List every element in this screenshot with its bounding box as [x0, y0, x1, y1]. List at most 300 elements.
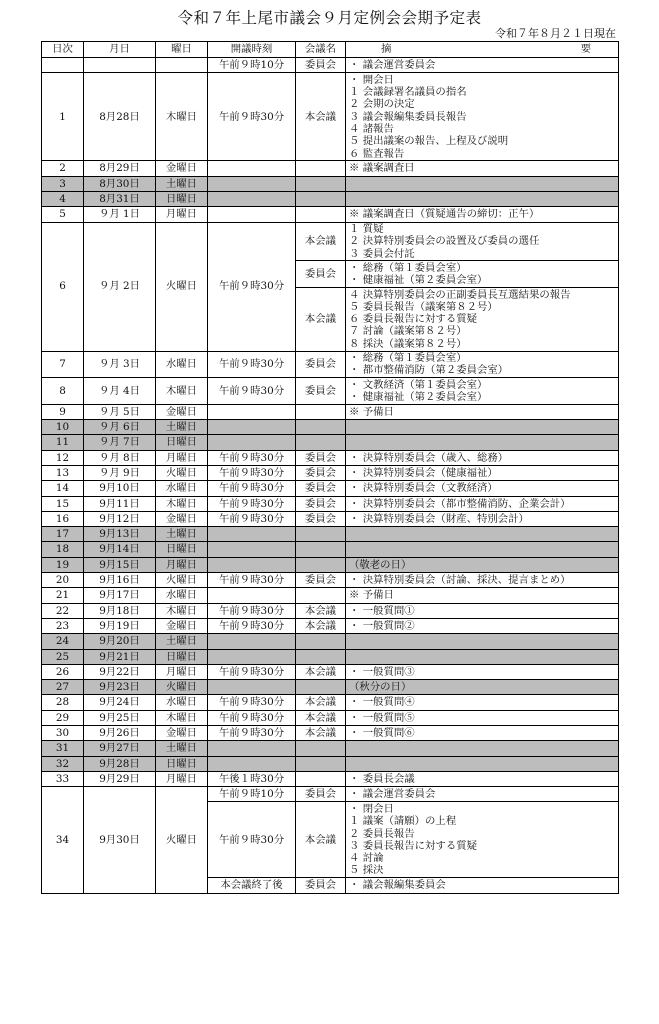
time-cell: [208, 588, 296, 603]
meeting-cell: [296, 176, 346, 191]
table-row: [42, 465, 619, 480]
time-cell: [208, 680, 296, 695]
day-cell: 22: [42, 603, 84, 618]
memo-line: ４ 決算特別委員会の正副委員長互選結果の報告: [349, 288, 571, 301]
memo-line: ※ 議案調査日: [349, 162, 415, 175]
date-cell: 8月31日: [84, 191, 156, 206]
time-cell: 午前９時30分: [208, 481, 296, 496]
table-row: [42, 649, 619, 664]
meeting-cell: 委員会: [296, 878, 346, 893]
date-cell: 9月25日: [84, 710, 156, 725]
day-cell: 32: [42, 756, 84, 771]
time-cell: 午後１時30分: [208, 771, 296, 786]
table-row: [42, 680, 619, 695]
memo-cell: [346, 465, 619, 480]
memo-line: ・ 決算特別委員会（都市整備消防、企業会計）: [349, 497, 571, 510]
memo-line: [349, 436, 615, 448]
table-row: [42, 207, 619, 222]
weekday-cell: 火曜日: [156, 222, 208, 351]
day-cell: 27: [42, 680, 84, 695]
memo-line: ・ 文教経済（第１委員会室）: [349, 378, 488, 391]
memo-cell: [346, 725, 619, 740]
meeting-cell: 本会議: [296, 710, 346, 725]
memo-line: ４ 討論: [349, 852, 384, 865]
memo-cell: [346, 73, 619, 161]
day-cell: 12: [42, 450, 84, 465]
time-cell: 午前９時30分: [208, 710, 296, 725]
time-cell: [208, 176, 296, 191]
date-cell: ９月 4日: [84, 378, 156, 405]
weekday-cell: 日曜日: [156, 649, 208, 664]
memo-line: ２ 決算特別委員会の設置及び委員の選任: [349, 235, 540, 248]
table-row: [42, 756, 619, 771]
meeting-cell: 委員会: [296, 511, 346, 526]
date-cell: 8月28日: [84, 73, 156, 161]
memo-cell: [346, 58, 619, 73]
memo-cell: [346, 771, 619, 786]
weekday-cell: 木曜日: [156, 710, 208, 725]
table-row: [42, 378, 619, 405]
date-cell: 8月29日: [84, 161, 156, 176]
date-cell: 9月18日: [84, 603, 156, 618]
memo-line: ５ 提出議案の報告、上程及び説明: [349, 135, 509, 148]
table-row: [42, 710, 619, 725]
memo-line: ３ 委員会付託: [349, 247, 415, 260]
table-row: [42, 695, 619, 710]
memo-cell: [346, 710, 619, 725]
time-cell: [208, 207, 296, 222]
weekday-cell: 日曜日: [156, 756, 208, 771]
weekday-cell: 日曜日: [156, 542, 208, 557]
day-cell: 17: [42, 527, 84, 542]
date-cell: 9月14日: [84, 542, 156, 557]
date-cell: 9月10日: [84, 481, 156, 496]
memo-cell: [346, 207, 619, 222]
time-cell: 午前９時30分: [208, 802, 296, 878]
meeting-cell: [296, 161, 346, 176]
memo-cell: [346, 787, 619, 802]
time-cell: 午前９時30分: [208, 664, 296, 679]
memo-cell: [346, 588, 619, 603]
memo-cell: [346, 378, 619, 405]
day-cell: 6: [42, 222, 84, 351]
memo-line: ・ 閉会日: [349, 802, 394, 815]
day-cell: 26: [42, 664, 84, 679]
date-cell: ９月 9日: [84, 465, 156, 480]
memo-cell: [346, 191, 619, 206]
weekday-cell: 金曜日: [156, 511, 208, 526]
table-row: [42, 420, 619, 435]
meeting-cell: 本会議: [296, 664, 346, 679]
weekday-cell: 木曜日: [156, 603, 208, 618]
memo-line: ６ 監査報告: [349, 147, 405, 160]
memo-line: [349, 528, 615, 540]
time-cell: 午前９時10分: [208, 58, 296, 73]
time-cell: 午前９時30分: [208, 496, 296, 511]
time-cell: [208, 161, 296, 176]
weekday-cell: 火曜日: [156, 465, 208, 480]
memo-line: ・ 一般質問②: [349, 619, 415, 632]
meeting-cell: 委員会: [296, 496, 346, 511]
day-cell: 14: [42, 481, 84, 496]
date-cell: ９月 1日: [84, 207, 156, 222]
memo-cell: [346, 404, 619, 419]
meeting-cell: 委員会: [296, 573, 346, 588]
date-cell: 9月22日: [84, 664, 156, 679]
memo-cell: [346, 878, 619, 893]
memo-line: ４ 諸報告: [349, 122, 394, 135]
time-cell: 午前９時10分: [208, 787, 296, 802]
memo-line: ・ 一般質問⑤: [349, 711, 415, 724]
memo-line: ８ 採決（議案第８２号）: [349, 337, 467, 350]
memo-cell: [346, 176, 619, 191]
date-cell: 9月15日: [84, 557, 156, 572]
memo-line: [349, 758, 615, 770]
meeting-cell: [296, 191, 346, 206]
meeting-cell: 本会議: [296, 618, 346, 633]
memo-cell: [346, 420, 619, 435]
memo-cell: [346, 756, 619, 771]
memo-line: ５ 採決: [349, 864, 384, 877]
memo-line: [349, 742, 615, 754]
time-cell: 午前９時30分: [208, 378, 296, 405]
day-cell: 8: [42, 378, 84, 405]
meeting-cell: [296, 404, 346, 419]
table-row: [42, 618, 619, 633]
date-cell: [84, 58, 156, 73]
date-cell: 9月17日: [84, 588, 156, 603]
date-cell: 9月23日: [84, 680, 156, 695]
day-cell: 9: [42, 404, 84, 419]
date-cell: 9月24日: [84, 695, 156, 710]
memo-line: ※ 予備日: [349, 405, 394, 418]
meeting-cell: 委員会: [296, 378, 346, 405]
time-cell: [208, 741, 296, 756]
day-cell: 13: [42, 465, 84, 480]
weekday-cell: 木曜日: [156, 496, 208, 511]
day-cell: 3: [42, 176, 84, 191]
meeting-cell: [296, 527, 346, 542]
memo-cell: [346, 542, 619, 557]
memo-cell: [346, 435, 619, 450]
memo-line: ・ 委員長会議: [349, 772, 415, 785]
time-cell: 午前９時30分: [208, 725, 296, 740]
day-cell: 34: [42, 787, 84, 893]
weekday-cell: 火曜日: [156, 680, 208, 695]
memo-line: ３ 議会報編集委員長報告: [349, 110, 467, 123]
day-cell: 7: [42, 351, 84, 378]
day-cell: 21: [42, 588, 84, 603]
header-time: 開議時刻: [208, 42, 296, 58]
meeting-cell: [296, 420, 346, 435]
date-cell: ９月 7日: [84, 435, 156, 450]
memo-line: １ 議案（請願）の上程: [349, 815, 457, 828]
date-cell: 9月29日: [84, 771, 156, 786]
day-cell: 33: [42, 771, 84, 786]
memo-line: ・ 決算特別委員会（健康福祉）: [349, 466, 498, 479]
meeting-cell: 本会議: [296, 695, 346, 710]
memo-line: ６ 委員長報告に対する質疑: [349, 313, 477, 326]
meeting-cell: [296, 588, 346, 603]
weekday-cell: 金曜日: [156, 161, 208, 176]
weekday-cell: 木曜日: [156, 73, 208, 161]
weekday-cell: 水曜日: [156, 695, 208, 710]
date-cell: 9月28日: [84, 756, 156, 771]
meeting-cell: [296, 680, 346, 695]
memo-cell: [346, 351, 619, 378]
memo-cell: [346, 664, 619, 679]
meeting-cell: [296, 542, 346, 557]
meeting-cell: [296, 649, 346, 664]
memo-line: [349, 543, 615, 555]
memo-cell: [346, 557, 619, 572]
memo-cell: [346, 481, 619, 496]
day-cell: 1: [42, 73, 84, 161]
memo-line: ・ 都市整備消防（第２委員会室）: [349, 364, 509, 377]
memo-cell: [346, 741, 619, 756]
time-cell: [208, 435, 296, 450]
day-cell: 18: [42, 542, 84, 557]
page-title: 令和７年上尾市議会９月定例会会期予定表: [177, 9, 482, 27]
date-cell: 9月13日: [84, 527, 156, 542]
meeting-cell: 委員会: [296, 351, 346, 378]
table-row: [42, 58, 619, 73]
time-cell: [208, 756, 296, 771]
weekday-cell: 土曜日: [156, 634, 208, 649]
memo-cell: [346, 603, 619, 618]
date-cell: 9月11日: [84, 496, 156, 511]
memo-line: ・ 一般質問⑥: [349, 726, 415, 739]
memo-cell: [346, 261, 619, 288]
memo-cell: [346, 222, 619, 261]
memo-cell: [346, 680, 619, 695]
meeting-cell: 本会議: [296, 603, 346, 618]
weekday-cell: 日曜日: [156, 435, 208, 450]
day-cell: 19: [42, 557, 84, 572]
memo-line: １ 質疑: [349, 223, 384, 236]
memo-line: ※ 予備日: [349, 589, 394, 602]
table-row: [42, 496, 619, 511]
weekday-cell: 金曜日: [156, 725, 208, 740]
day-cell: 5: [42, 207, 84, 222]
memo-line: ・ 一般質問④: [349, 696, 415, 709]
day-cell: 30: [42, 725, 84, 740]
date-cell: 9月26日: [84, 725, 156, 740]
memo-cell: [346, 161, 619, 176]
meeting-cell: 本会議: [296, 73, 346, 161]
table-row: [42, 741, 619, 756]
memo-cell: [346, 450, 619, 465]
memo-cell: [346, 527, 619, 542]
day-cell: 23: [42, 618, 84, 633]
weekday-cell: 月曜日: [156, 771, 208, 786]
date-cell: 8月30日: [84, 176, 156, 191]
memo-line: ・ 開会日: [349, 73, 394, 86]
time-cell: [208, 542, 296, 557]
memo-line: ５ 委員長報告（議案第８２号）: [349, 300, 498, 313]
table-row: [42, 222, 619, 261]
date-cell: 9月16日: [84, 573, 156, 588]
time-cell: [208, 191, 296, 206]
memo-line: ・ 一般質問①: [349, 604, 415, 617]
table-row: [42, 351, 619, 378]
time-cell: [208, 649, 296, 664]
memo-cell: [346, 496, 619, 511]
meeting-cell: [296, 741, 346, 756]
meeting-cell: 委員会: [296, 787, 346, 802]
memo-line: ３ 委員長報告に対する質疑: [349, 839, 477, 852]
table-row: [42, 511, 619, 526]
header-day: 日次: [42, 42, 84, 58]
memo-line: [349, 651, 615, 663]
weekday-cell: 月曜日: [156, 450, 208, 465]
weekday-cell: 水曜日: [156, 588, 208, 603]
memo-cell: [346, 649, 619, 664]
memo-line: ・ 議会運営委員会: [349, 788, 436, 801]
time-cell: 午前９時30分: [208, 351, 296, 378]
schedule-table: [41, 41, 619, 894]
memo-cell: [346, 802, 619, 878]
date-cell: 9月27日: [84, 741, 156, 756]
memo-cell: [346, 511, 619, 526]
meeting-cell: 委員会: [296, 261, 346, 288]
weekday-cell: 土曜日: [156, 741, 208, 756]
date-cell: ９月 6日: [84, 420, 156, 435]
header-meeting: 会議名: [296, 42, 346, 58]
memo-line: （敬老の日）: [349, 558, 412, 571]
table-row: [42, 542, 619, 557]
weekday-cell: 土曜日: [156, 527, 208, 542]
memo-line: ・ 決算特別委員会（討論、採決、提言まとめ）: [349, 574, 571, 587]
table-row: [42, 176, 619, 191]
memo-line: （秋分の日）: [349, 681, 412, 694]
weekday-cell: 火曜日: [156, 787, 208, 893]
meeting-cell: [296, 756, 346, 771]
memo-cell: [346, 695, 619, 710]
meeting-cell: [296, 771, 346, 786]
day-cell: 24: [42, 634, 84, 649]
header-memo-right: 要: [580, 43, 591, 56]
meeting-cell: [296, 435, 346, 450]
memo-line: [349, 635, 615, 647]
date-cell: ９月 5日: [84, 404, 156, 419]
meeting-cell: 委員会: [296, 58, 346, 73]
meeting-cell: 本会議: [296, 725, 346, 740]
date-cell: 9月12日: [84, 511, 156, 526]
header-date: 月日: [84, 42, 156, 58]
memo-cell: [346, 288, 619, 352]
memo-cell: [346, 618, 619, 633]
weekday-cell: 月曜日: [156, 664, 208, 679]
date-cell: 9月30日: [84, 787, 156, 893]
time-cell: 午前９時30分: [208, 511, 296, 526]
meeting-cell: 委員会: [296, 450, 346, 465]
table-row: [42, 161, 619, 176]
table-row: [42, 588, 619, 603]
table-row: [42, 527, 619, 542]
weekday-cell: 木曜日: [156, 378, 208, 405]
day-cell: 20: [42, 573, 84, 588]
time-cell: 午前９時30分: [208, 695, 296, 710]
date-cell: 9月21日: [84, 649, 156, 664]
time-cell: 午前９時30分: [208, 618, 296, 633]
memo-line: ・ 一般質問③: [349, 665, 415, 678]
day-cell: 25: [42, 649, 84, 664]
time-cell: 午前９時30分: [208, 450, 296, 465]
memo-line: ７ 討論（議案第８２号）: [349, 325, 467, 338]
meeting-cell: 本会議: [296, 802, 346, 878]
time-cell: 午前９時30分: [208, 573, 296, 588]
memo-line: ・ 決算特別委員会（歳入、総務）: [349, 451, 509, 464]
weekday-cell: 火曜日: [156, 573, 208, 588]
meeting-cell: 委員会: [296, 465, 346, 480]
memo-line: ・ 健康福祉（第２委員会室）: [349, 390, 488, 403]
time-cell: 午前９時30分: [208, 73, 296, 161]
day-cell: 29: [42, 710, 84, 725]
table-row: [42, 787, 619, 802]
memo-line: [349, 421, 615, 433]
table-row: [42, 634, 619, 649]
table-row: [42, 450, 619, 465]
meeting-cell: [296, 557, 346, 572]
weekday-cell: 土曜日: [156, 420, 208, 435]
memo-cell: [346, 634, 619, 649]
day-cell: 2: [42, 161, 84, 176]
table-row: [42, 191, 619, 206]
weekday-cell: 土曜日: [156, 176, 208, 191]
day-cell: 11: [42, 435, 84, 450]
table-row: [42, 573, 619, 588]
memo-line: １ 会議録署名議員の指名: [349, 86, 467, 99]
day-cell: 10: [42, 420, 84, 435]
day-cell: 16: [42, 511, 84, 526]
date-cell: ９月 2日: [84, 222, 156, 351]
meeting-cell: 委員会: [296, 481, 346, 496]
memo-line: [349, 193, 615, 205]
day-cell: 4: [42, 191, 84, 206]
weekday-cell: 日曜日: [156, 191, 208, 206]
memo-line: [349, 178, 615, 190]
time-cell: 午前９時30分: [208, 465, 296, 480]
memo-line: ・ 健康福祉（第２委員会室）: [349, 274, 488, 287]
memo-line: ２ 委員長報告: [349, 827, 415, 840]
table-row: [42, 404, 619, 419]
weekday-cell: [156, 58, 208, 73]
table-row: [42, 557, 619, 572]
day-cell: 28: [42, 695, 84, 710]
memo-line: ・ 総務（第１委員会室）: [349, 352, 467, 365]
meeting-cell: 本会議: [296, 288, 346, 352]
memo-cell: [346, 573, 619, 588]
time-cell: 本会議終了後: [208, 878, 296, 893]
memo-line: ・ 議会報編集委員会: [349, 879, 446, 892]
meeting-cell: [296, 634, 346, 649]
date-cell: ９月 3日: [84, 351, 156, 378]
header-memo-left: 摘: [381, 43, 392, 56]
weekday-cell: 金曜日: [156, 404, 208, 419]
table-row: [42, 73, 619, 161]
weekday-cell: 水曜日: [156, 351, 208, 378]
time-cell: [208, 404, 296, 419]
table-row: [42, 435, 619, 450]
table-row: [42, 664, 619, 679]
weekday-cell: 月曜日: [156, 207, 208, 222]
as-of-date: 令和７年８月２１日現在: [495, 27, 616, 40]
header-weekday: 曜日: [156, 42, 208, 58]
memo-line: ２ 会期の決定: [349, 98, 415, 111]
date-cell: ９月 8日: [84, 450, 156, 465]
weekday-cell: 金曜日: [156, 618, 208, 633]
